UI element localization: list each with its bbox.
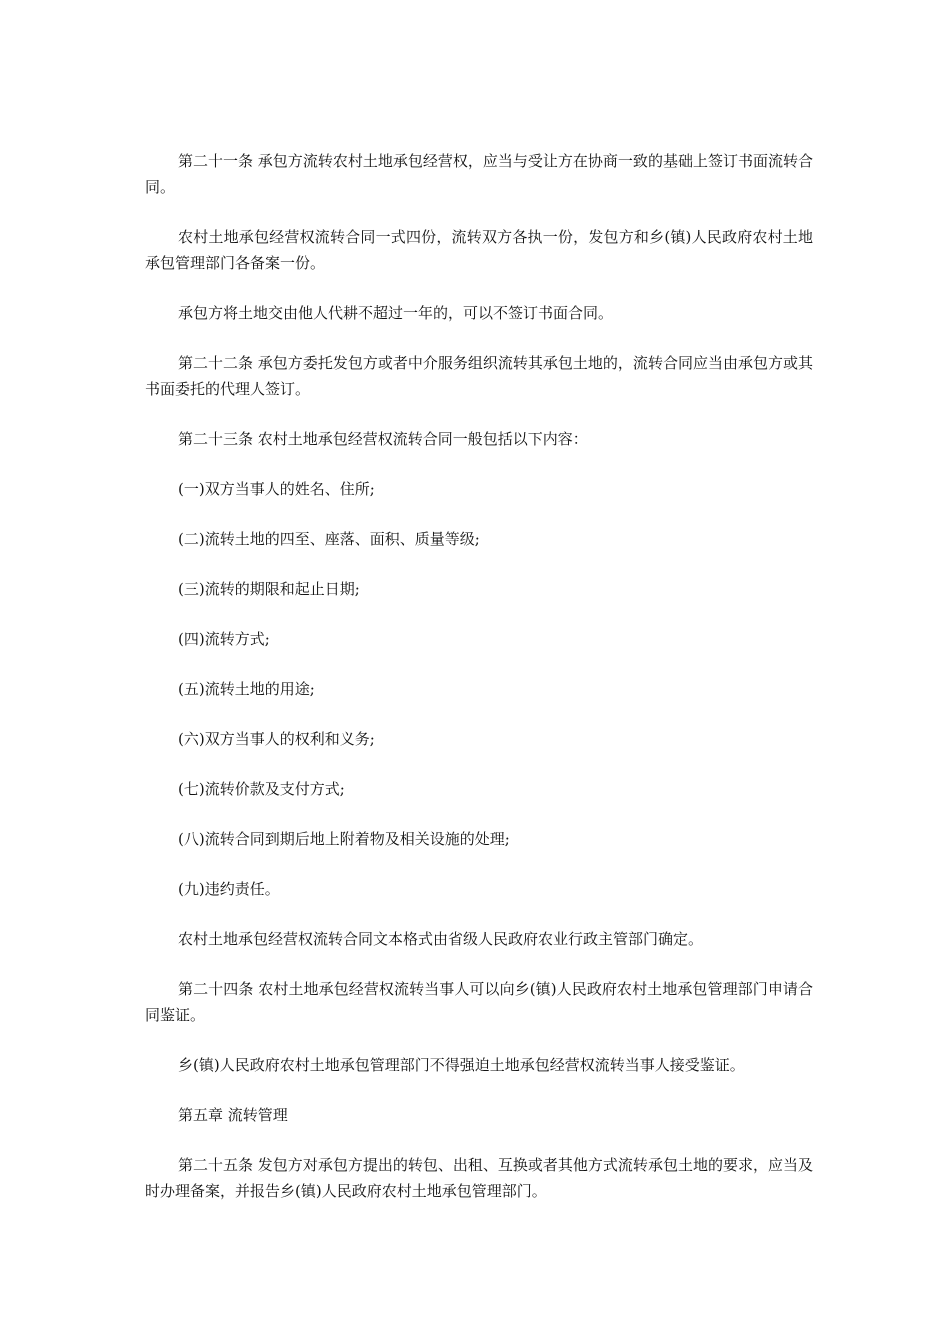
paragraph-article-24: 第二十四条 农村土地承包经营权流转当事人可以向乡(镇)人民政府农村土地承包管理部门申请合同鉴证。 xyxy=(145,980,813,1024)
paragraph-article-22: 第二十二条 承包方委托发包方或者中介服务组织流转其承包土地的，流转合同应当由承包方或其书面委托的代理人签订。 xyxy=(145,354,813,398)
list-item-9: (九)违约责任。 xyxy=(178,880,280,898)
list-item-5: (五)流转土地的用途; xyxy=(178,680,315,698)
chapter-heading: 第五章 流转管理 xyxy=(178,1106,288,1124)
list-item-6: (六)双方当事人的权利和义务; xyxy=(178,730,375,748)
paragraph-article-23: 第二十三条 农村土地承包经营权流转合同一般包括以下内容： xyxy=(178,430,588,448)
paragraph-contract-copies: 农村土地承包经营权流转合同一式四份，流转双方各执一份，发包方和乡(镇)人民政府农村土地承包管理部门各备案一份。 xyxy=(145,228,813,272)
list-item-3: (三)流转的期限和起止日期; xyxy=(178,580,360,598)
list-item-7: (七)流转价款及支付方式; xyxy=(178,780,345,798)
paragraph-contract-format: 农村土地承包经营权流转合同文本格式由省级人民政府农业行政主管部门确定。 xyxy=(178,930,704,948)
list-item-2: (二)流转土地的四至、座落、面积、质量等级; xyxy=(178,530,480,548)
paragraph-substitute-farming: 承包方将土地交由他人代耕不超过一年的，可以不签订书面合同。 xyxy=(178,304,614,322)
list-item-8: (八)流转合同到期后地上附着物及相关设施的处理; xyxy=(178,830,510,848)
list-item-1: (一)双方当事人的姓名、住所; xyxy=(178,480,375,498)
paragraph-article-21: 第二十一条 承包方流转农村土地承包经营权，应当与受让方在协商一致的基础上签订书面流转合同。 xyxy=(145,152,813,196)
paragraph-no-forced-verification: 乡(镇)人民政府农村土地承包管理部门不得强迫土地承包经营权流转当事人接受鉴证。 xyxy=(178,1056,745,1074)
list-item-4: (四)流转方式; xyxy=(178,630,270,648)
paragraph-article-25: 第二十五条 发包方对承包方提出的转包、出租、互换或者其他方式流转承包土地的要求，应当及时办理备案，并报告乡(镇)人民政府农村土地承包管理部门。 xyxy=(145,1156,813,1200)
document-body xyxy=(145,148,813,1228)
